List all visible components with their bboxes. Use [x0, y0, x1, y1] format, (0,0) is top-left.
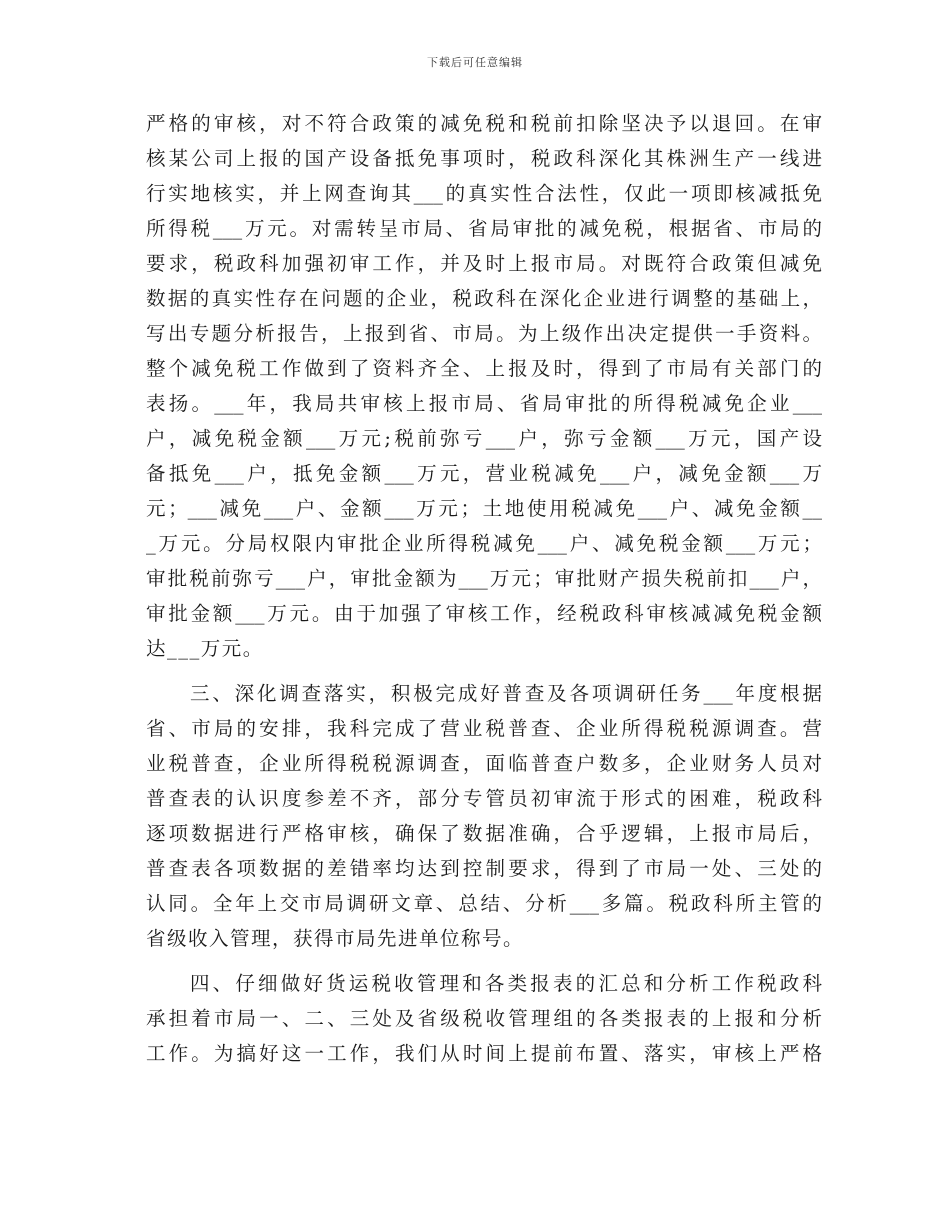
text-line: 表扬。___年，我局共审核上报市局、省局审批的所得税减免企业___ [146, 392, 822, 415]
text-line: 元；___减免___户、金额___万元；土地使用税减免___户、减免金额__ [146, 497, 822, 520]
text-line: 普查表各项数据的差错率均达到控制要求，得到了市局一处、三处的 [146, 857, 822, 880]
text-line: 逐项数据进行严格审核，确保了数据准确，合乎逻辑，上报市局后， [146, 822, 822, 845]
text-line: 四、仔细做好货运税收管理和各类报表的汇总和分析工作税政科 [190, 972, 822, 995]
text-line: 核某公司上报的国产设备抵免事项时，税政科深化其株洲生产一线进 [146, 147, 822, 170]
text-line: 业税普查，企业所得税税源调查，面临普查户数多，企业财务人员对 [146, 752, 822, 775]
text-line: 户，减免税金额___万元;税前弥亏___户，弥亏金额___万元，国产设 [146, 427, 822, 450]
text-line: 要求，税政科加强初审工作，并及时上报市局。对既符合政策但减免 [146, 252, 822, 275]
text-line: 审批税前弥亏___户，审批金额为___万元；审批财产损失税前扣___户， [146, 567, 822, 590]
text-line: 承担着市局一、二、三处及省级税收管理组的各类报表的上报和分析 [146, 1007, 822, 1030]
text-line: 认同。全年上交市局调研文章、总结、分析___多篇。税政科所主管的 [146, 892, 822, 915]
text-line: 审批金额___万元。由于加强了审核工作，经税政科审核减减免税金额 [146, 602, 822, 625]
text-line: 省、市局的安排，我科完成了营业税普查、企业所得税税源调查。营 [146, 717, 822, 740]
text-line: 行实地核实，并上网查询其___的真实性合法性，仅此一项即核减抵免 [146, 182, 822, 205]
text-line: 整个减免税工作做到了资料齐全、上报及时，得到了市局有关部门的 [146, 357, 822, 380]
text-line: 所得税___万元。对需转呈市局、省局审批的减免税，根据省、市局的 [146, 217, 822, 240]
text-line: 普查表的认识度参差不齐，部分专管员初审流于形式的困难，税政科 [146, 787, 822, 810]
paragraph-1 [146, 106, 822, 666]
paragraph-2 [146, 676, 822, 956]
text-line: _万元。分局权限内审批企业所得税减免___户、减免税金额___万元； [146, 532, 822, 555]
text-line: 写出专题分析报告，上报到省、市局。为上级作出决定提供一手资料。 [146, 322, 822, 345]
document-body [146, 106, 822, 1071]
paragraph-3 [146, 966, 822, 1071]
page-header: 下载后可任意编辑 [427, 56, 523, 69]
text-line: 达___万元。 [146, 637, 264, 660]
text-line: 工作。为搞好这一工作，我们从时间上提前布置、落实，审核上严格 [146, 1042, 822, 1065]
text-line: 数据的真实性存在问题的企业，税政科在深化企业进行调整的基础上， [146, 287, 822, 310]
text-line: 三、深化调查落实，积极完成好普查及各项调研任务___年度根据 [190, 682, 822, 705]
text-line: 省级收入管理，获得市局先进单位称号。 [146, 927, 525, 950]
text-line: 备抵免___户，抵免金额___万元，营业税减免___户，减免金额___万 [146, 462, 822, 485]
text-line: 严格的审核，对不符合政策的减免税和税前扣除坚决予以退回。在审 [146, 112, 822, 135]
